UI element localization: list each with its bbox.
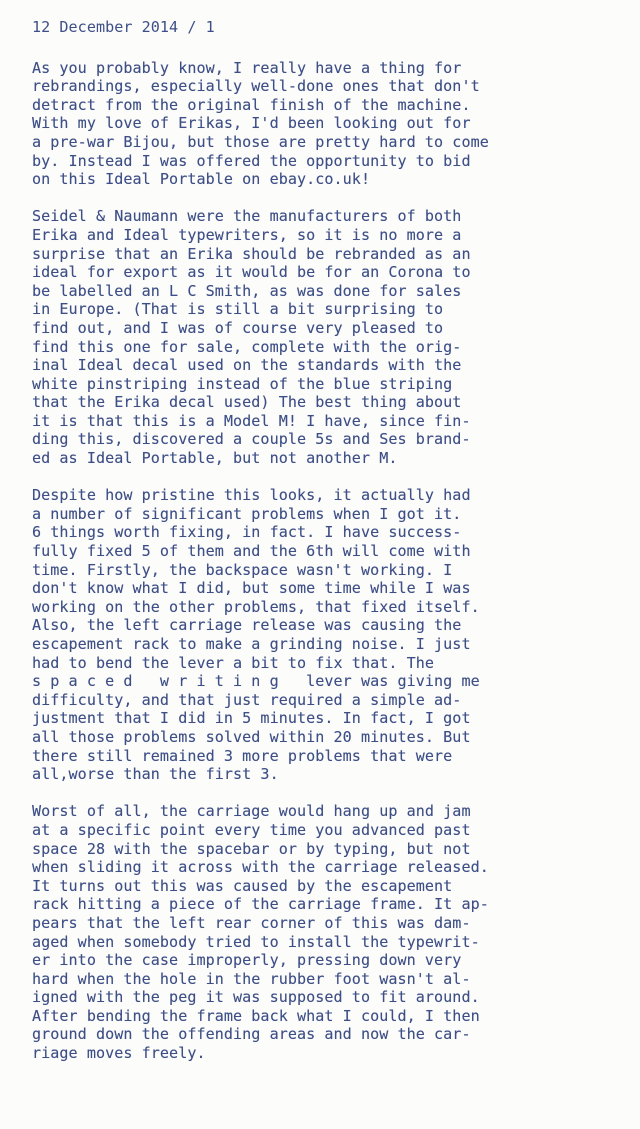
text-line: in Europe. (That is still a bit surprising to bbox=[32, 300, 444, 319]
text-line: find this one for sale, complete with the orig- bbox=[32, 337, 462, 356]
text-line: that the Erika decal used) The best thing about bbox=[32, 393, 462, 412]
text-line: at a specific point every time you advanced past bbox=[32, 820, 471, 839]
text-line: don't know what I did, but some time while I was bbox=[32, 579, 471, 598]
text-line: difficulty, and that just required a simple ad- bbox=[32, 690, 462, 709]
text-line: all those problems solved within 20 minutes. But bbox=[32, 727, 471, 746]
text-line: it is that this is a Model M! I have, since fin- bbox=[32, 411, 471, 430]
text-line: Worst of all, the carriage would hang up and jam bbox=[32, 802, 471, 821]
text-line: Erika and Ideal typewriters, so it is no more a bbox=[32, 225, 462, 244]
text-line: time. Firstly, the backspace wasn't working. I bbox=[32, 560, 453, 579]
text-line: s p a c e d w r i t i n g lever was giving me bbox=[32, 672, 480, 691]
body-text bbox=[32, 59, 634, 1063]
text-line: Also, the left carriage release was causing the bbox=[32, 616, 462, 635]
text-line: It turns out this was caused by the escapement bbox=[32, 876, 453, 895]
text-line: a pre-war Bijou, but those are pretty hard to come bbox=[32, 132, 489, 151]
text-line: a number of significant problems when I got it. bbox=[32, 504, 462, 523]
text-line: igned with the peg it was supposed to fit around. bbox=[32, 988, 480, 1007]
text-line: inal Ideal decal used on the standards with the bbox=[32, 356, 462, 375]
text-line: be labelled an L C Smith, as was done for sales bbox=[32, 281, 462, 300]
text-line: by. Instead I was offered the opportunity to bid bbox=[32, 151, 471, 170]
text-line: pears that the left rear corner of this was dam- bbox=[32, 913, 471, 932]
paragraph bbox=[32, 207, 634, 467]
text-line: hard when the hole in the rubber foot wasn't al- bbox=[32, 969, 471, 988]
text-line: escapement rack to make a grinding noise. I just bbox=[32, 635, 471, 653]
text-line: As you probably know, I really have a thing for bbox=[32, 58, 462, 77]
paragraph bbox=[32, 486, 634, 784]
text-line: find out, and I was of course very pleased to bbox=[32, 318, 444, 337]
text-line: aged when somebody tried to install the typewrit- bbox=[32, 932, 480, 951]
text-line: Despite how pristine this looks, it actually had bbox=[32, 486, 471, 505]
text-line: when sliding it across with the carriage released. bbox=[32, 858, 489, 877]
text-line: ground down the offending areas and now the car- bbox=[32, 1025, 471, 1044]
text-line: detract from the original finish of the machine. bbox=[32, 95, 471, 114]
text-line: all,worse than the first 3. bbox=[32, 765, 279, 784]
text-line: there still remained 3 more problems that were bbox=[32, 746, 453, 765]
text-line: ding this, discovered a couple 5s and Ses brand- bbox=[32, 430, 471, 449]
text-line: ideal for export as it would be for an Corona to bbox=[32, 263, 471, 282]
text-line: fully fixed 5 of them and the 6th will come with bbox=[32, 542, 471, 561]
text-line: Seidel & Naumann were the manufacturers of both bbox=[32, 207, 462, 226]
text-line: rack hitting a piece of the carriage frame. It ap- bbox=[32, 895, 489, 914]
text-line: ed as Ideal Portable, but not another M. bbox=[32, 449, 398, 468]
paragraph bbox=[32, 802, 634, 1062]
text-line: rebrandings, especially well-done ones that don't bbox=[32, 77, 480, 96]
text-line: er into the case improperly, pressing down very bbox=[32, 951, 462, 970]
text-line: working on the other problems, that fixed itself. bbox=[32, 597, 480, 616]
text-line: had to bend the lever a bit to fix that. The bbox=[32, 653, 435, 672]
text-line: After bending the frame back what I could, I then bbox=[32, 1006, 480, 1025]
paragraph bbox=[32, 59, 634, 189]
text-line: on this Ideal Portable on ebay.co.uk! bbox=[32, 170, 371, 189]
text-line: space 28 with the spacebar or by typing, but not bbox=[32, 839, 471, 858]
text-line: With my love of Erikas, I'd been looking out for bbox=[32, 114, 471, 133]
text-line: justment that I did in 5 minutes. In fact, I got bbox=[32, 709, 471, 728]
text-line: white pinstriping instead of the blue striping bbox=[32, 374, 453, 393]
page-date-header: 12 December 2014 / 1 bbox=[32, 18, 215, 36]
text-line: surprise that an Erika should be rebranded as an bbox=[32, 244, 471, 263]
text-line: riage moves freely. bbox=[32, 1044, 206, 1063]
text-line: 6 things worth fixing, in fact. I have success- bbox=[32, 523, 462, 542]
